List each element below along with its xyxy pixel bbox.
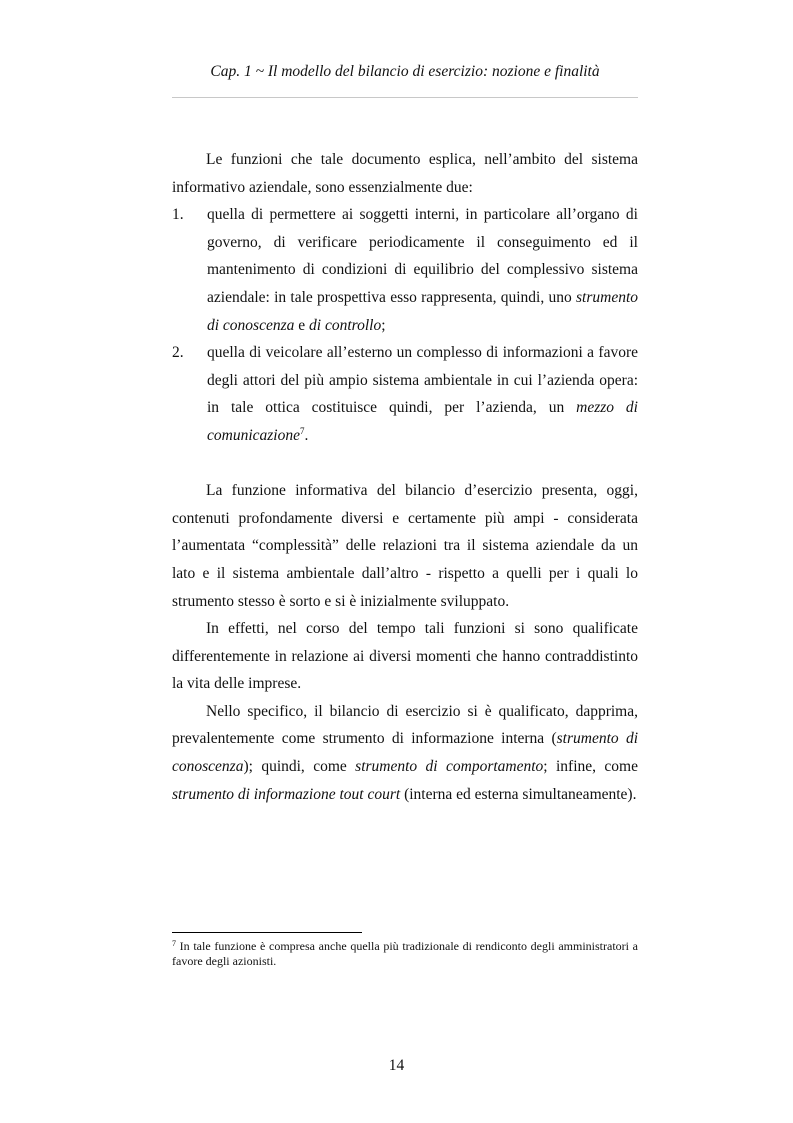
main-text bbox=[172, 146, 638, 808]
paragraph-text-segment: Nello specifico, il bilancio di esercizio si è qualificato, dapprima, prevalentemente come strumento di informazione interna ( bbox=[172, 702, 638, 748]
running-header: Cap. 1 ~ Il modello del bilancio di esercizio: nozione e finalità bbox=[210, 63, 600, 80]
emphasis-text: strumento di comportamento bbox=[355, 758, 544, 776]
intro-paragraph: Le funzioni che tale documento esplica, nell’ambito del sistema informativo aziendale, sono essenzialmente due: bbox=[172, 151, 638, 196]
footnote-number: 7 bbox=[172, 939, 176, 948]
list-item-text bbox=[207, 201, 638, 339]
paragraph-2: In effetti, nel corso del tempo tali funzioni si sono qualificate differentemente in relazione ai diversi momenti che hanno contraddistinto la vita delle imprese. bbox=[172, 620, 638, 693]
list-item-2 bbox=[172, 339, 638, 449]
list-item-text bbox=[207, 339, 638, 449]
list-item-1 bbox=[172, 201, 638, 339]
paragraph-text-segment: ; infine, come bbox=[543, 758, 638, 776]
header-divider bbox=[172, 97, 638, 98]
paragraph-text-segment: ); quindi, come bbox=[243, 758, 356, 776]
list-number: 1. bbox=[172, 206, 184, 224]
emphasis-text: strumento di informazione tout court bbox=[172, 785, 401, 803]
footnote-divider bbox=[172, 932, 362, 933]
list-text-segment: quella di veicolare all’esterno un complesso di informazioni a favore degli attori del più ampio sistema ambientale in cui l’azienda opera: in tale ottica costituisce quindi, per l’azienda, un bbox=[207, 344, 638, 417]
paragraph-text-segment: (interna ed esterna simultaneamente). bbox=[400, 785, 637, 803]
paragraph-spacer bbox=[172, 450, 638, 478]
emphasis-text: strumento di conoscenza bbox=[172, 730, 638, 776]
footnote-text: In tale funzione è compresa anche quella più tradizionale di rendiconto degli amministratori a favore degli azionisti. bbox=[172, 939, 638, 968]
paragraph-1: La funzione informativa del bilancio d’esercizio presenta, oggi, contenuti profondamente diversi e certamente più ampi - considerata l’aumentata “complessità” delle relazioni tra il sistema aziendale da un lato e il sistema ambientale dall’altro - rispetto a quelli per i quali lo strumento stesso è sorto e si è inizialmente sviluppato. bbox=[172, 482, 638, 610]
list-text-segment: e bbox=[294, 316, 310, 334]
emphasis-text: mezzo di comunicazione bbox=[207, 399, 638, 444]
paragraph-3 bbox=[172, 698, 638, 808]
list-number: 2. bbox=[172, 344, 184, 362]
emphasis-text: strumento di conoscenza bbox=[207, 288, 638, 334]
list-text-segment: . bbox=[304, 426, 309, 444]
list-text-segment: ; bbox=[381, 316, 386, 334]
footnote bbox=[172, 939, 638, 969]
page-number: 14 bbox=[388, 1057, 405, 1074]
list-text-segment: quella di permettere ai soggetti interni, in particolare all’organo di governo, di verificare periodicamente il conseguimento ed il mantenimento di condizioni di equilibrio del complessivo sistema aziendale: in tale prospettiva esso rappresenta, quindi, uno bbox=[207, 206, 638, 306]
emphasis-text: di controllo bbox=[309, 316, 382, 334]
footnote-reference: 7 bbox=[299, 425, 305, 436]
